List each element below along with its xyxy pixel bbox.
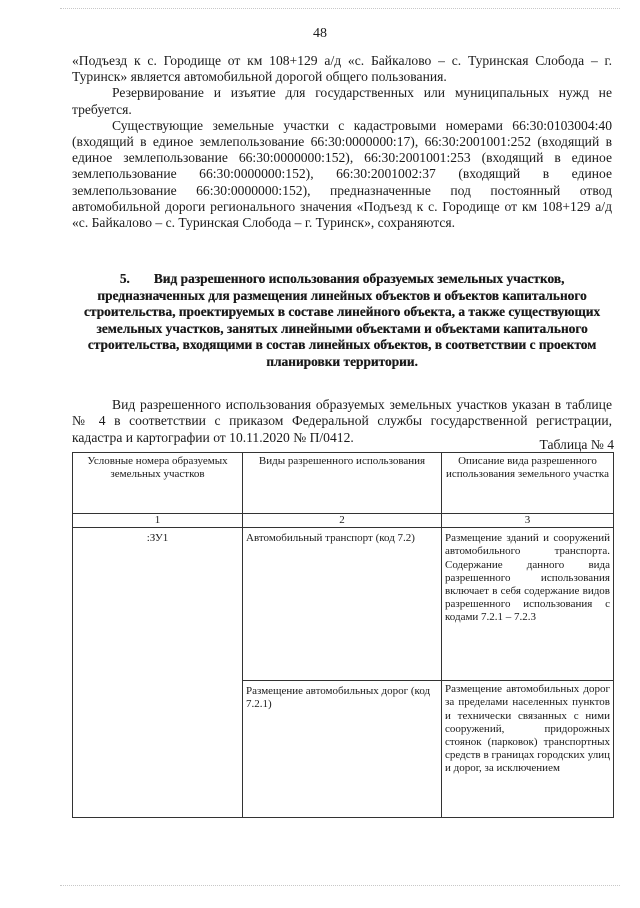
use-type-cell: Автомобильный транспорт (код 7.2) [243,528,442,681]
paragraph-reservation: Резервирование и изъятие для государственных или муниципальных нужд не требуется. [72,85,612,117]
section-title: Вид разрешенного использования образуемых земельных участков, предназначенных для размещения линейных объектов и объектов капитального строительства, проектируемых в составе линейного объекта, а также существующих земельных участков, занятых линейными объектами и объектами капитального строительства, входящими в состав линейных объектов, в соответствии с проектом планировки территории. [83,271,601,369]
page-number: 48 [313,26,327,41]
use-description-cell: Размещение зданий и сооружений автомобильного транспорта. Содержание данного вида разрешенного использования включает в себя содержание видов разрешенного использования с кодами 7.2.1 – 7.2.3 [442,528,614,681]
column-number: 1 [73,514,243,528]
use-description-cell: Размещение автомобильных дорог за пределами населенных пунктов и технически связанных с ними сооружений, придорожных стоянок (парковок) транспортных средств в границах городских улиц и дорог, за исключением [442,681,614,818]
header-use-types: Виды разрешенного использования [243,453,442,514]
use-type-cell: Размещение автомобильных дорог (код 7.2.1) [243,681,442,818]
section-heading [72,271,612,371]
paragraph-road-status: «Подъезд к с. Городище от км 108+129 а/д «с. Байкалово – с. Туринская Слобода – г. Туринск» является автомобильной дорогой общего пользования. [72,53,612,85]
column-number: 3 [442,514,614,528]
scan-noise-bottom [60,885,620,887]
paragraph-table-intro: Вид разрешенного использования образуемых земельных участков указан в таблице № 4 в соответствии с приказом Федеральной службы государственной регистрации, кадастра и картографии от 10.11.2020 № П/0412. [72,396,612,445]
body-text [72,53,612,231]
section-number: 5. [119,271,130,286]
plot-number-cell: :ЗУ1 [73,528,243,818]
scan-noise-top [60,8,620,10]
table-header-row [73,453,614,514]
column-number: 2 [243,514,442,528]
table-label: Таблица № 4 [539,437,614,452]
table-column-numbers-row [73,514,614,528]
paragraph-existing-plots: Существующие земельные участки с кадастровыми номерами 66:30:0103004:40 (входящий в единое землепользование 66:30:0000000:17), 66:30:2001001:252 (входящий в единое землепользование 66:30:0000000:152), 66:30:2001001:253 (входящий в единое землепользование 66:30:0000000:152), 66:30:2001002:37 (входящий в единое землепользование 66:30:0000000:152), предназначенные под постоянный отвод автомобильной дороги регионального значения «Подъезд к с. Городище от км 108+129 а/д «с. Байкалово – с. Туринская Слобода – г. Туринск», сохраняются. [72,117,612,231]
header-use-description: Описание вида разрешенного использования земельного участка [442,453,614,514]
table-row [73,528,614,681]
land-use-table [72,452,614,818]
header-plot-numbers: Условные номера образуемых земельных участков [73,453,243,514]
